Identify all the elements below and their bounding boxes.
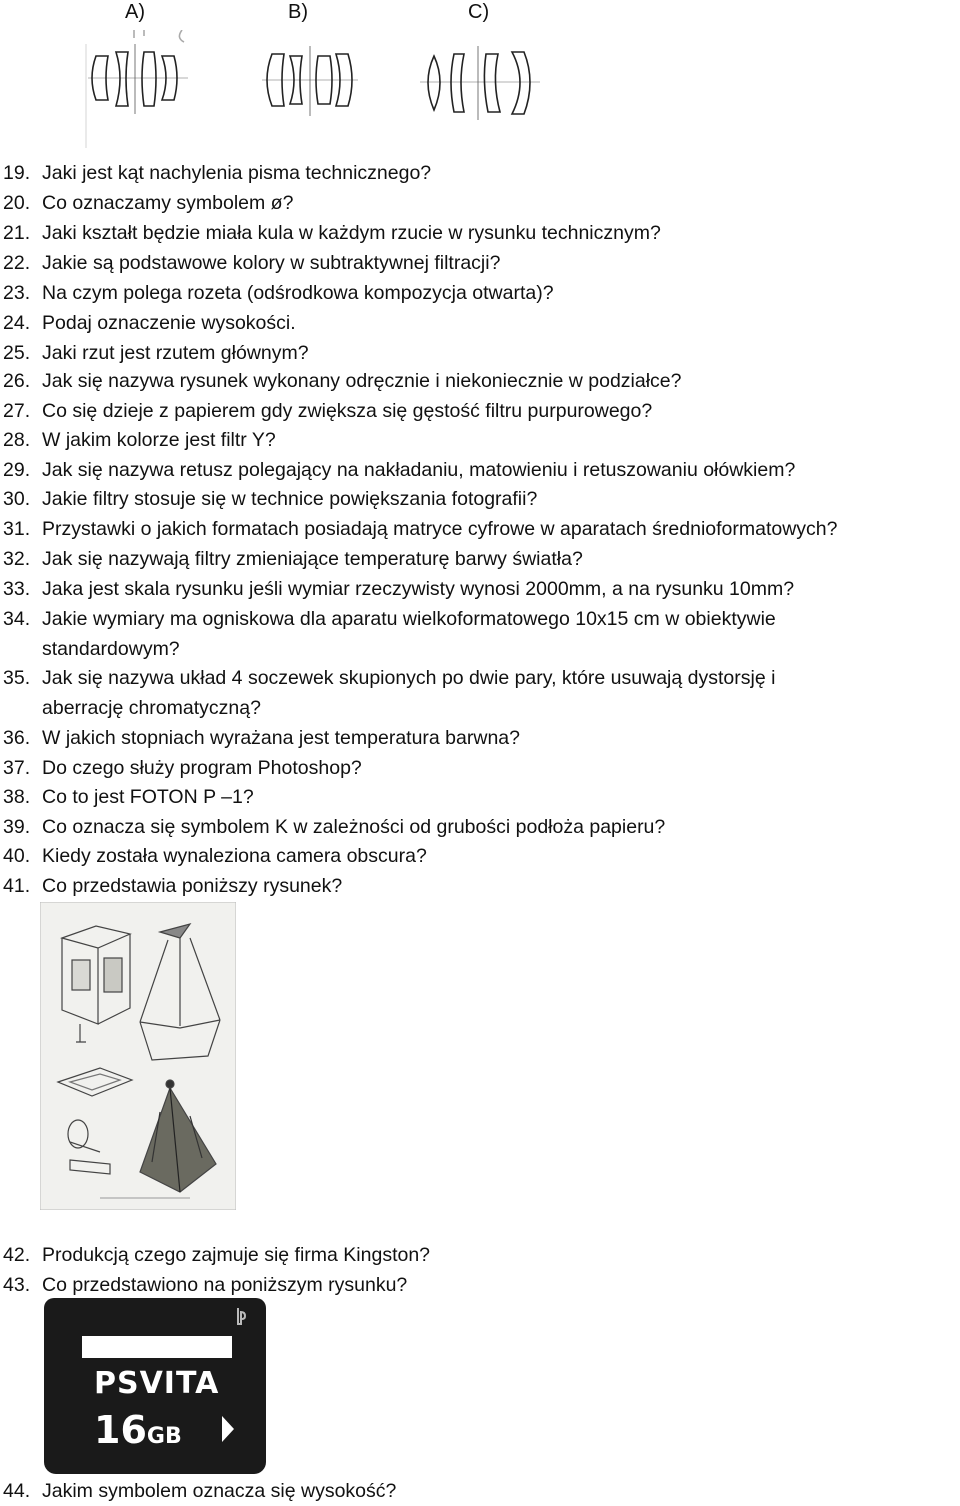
question-text: Co to jest FOTON P –1?: [42, 786, 254, 808]
question-text: W jakich stopniach wyrażana jest temperatura barwna?: [42, 727, 520, 749]
question-text: Jak się nazywa rysunek wykonany odręcznie i niekoniecznie w podziałce?: [42, 370, 682, 392]
question-text: Podaj oznaczenie wysokości.: [42, 312, 296, 334]
question-number: 42.: [3, 1244, 31, 1266]
question-text: W jakim kolorze jest filtr Y?: [42, 429, 276, 451]
lens-label-a: A): [125, 1, 145, 23]
question-number: 34.: [3, 608, 31, 630]
question-text-continued: aberrację chromatyczną?: [42, 697, 261, 719]
question-number: 28.: [3, 429, 31, 451]
question-text: Jakie wymiary ma ogniskowa dla aparatu wielkoformatowego 10x15 cm w obiektywie: [42, 608, 776, 630]
camera-obscura-engraving: [40, 902, 236, 1210]
play-arrow-icon: [220, 1414, 236, 1444]
question-text: Jaka jest skala rysunku jeśli wymiar rzeczywisty wynosi 2000mm, a na rysunku 10mm?: [42, 578, 795, 600]
card-capacity-unit: GB: [146, 1424, 182, 1449]
lens-label-b: B): [288, 1, 308, 23]
question-text: Jak się nazywa retusz polegający na nakładaniu, matowieniu i retuszowaniu ołówkiem?: [42, 459, 796, 481]
question-text: Przystawki o jakich formatach posiadają matryce cyfrowe w aparatach średnioformatowych?: [42, 518, 838, 540]
question-text: Jakim symbolem oznacza się wysokość?: [42, 1480, 397, 1502]
question-text: Jaki jest kąt nachylenia pisma technicznego?: [42, 162, 432, 184]
question-number: 32.: [3, 548, 31, 570]
card-label-strip: [82, 1336, 232, 1358]
question-number: 19.: [3, 162, 31, 184]
memory-card-image: [44, 1298, 266, 1474]
question-number: 24.: [3, 312, 31, 334]
question-number: 40.: [3, 845, 31, 867]
question-number: 33.: [3, 578, 31, 600]
lens-diagram-b: [262, 40, 358, 140]
question-number: 30.: [3, 488, 31, 510]
question-number: 21.: [3, 222, 31, 244]
question-number: 41.: [3, 875, 31, 897]
lens-diagram-c: [420, 40, 540, 140]
question-number: 22.: [3, 252, 31, 274]
question-text: Do czego służy program Photoshop?: [42, 757, 362, 779]
question-text: Kiedy została wynaleziona camera obscura?: [42, 845, 427, 867]
question-text: Co przedstawiono na poniższym rysunku?: [42, 1274, 408, 1296]
question-number: 23.: [3, 282, 31, 304]
question-text: Jakie są podstawowe kolory w subtraktywnej filtracji?: [42, 252, 501, 274]
question-text: Jaki rzut jest rzutem głównym?: [42, 342, 309, 364]
question-number: 36.: [3, 727, 31, 749]
lens-diagram-a: [80, 30, 190, 150]
question-text: Jaki kształt będzie miała kula w każdym rzucie w rysunku technicznym?: [42, 222, 661, 244]
question-number: 35.: [3, 667, 31, 689]
card-capacity: [94, 1408, 182, 1460]
playstation-logo-icon: [230, 1306, 252, 1326]
question-number: 25.: [3, 342, 31, 364]
question-number: 38.: [3, 786, 31, 808]
question-text: Co oznaczamy symbolem ø?: [42, 192, 294, 214]
question-number: 29.: [3, 459, 31, 481]
card-capacity-number: 16: [94, 1408, 147, 1452]
question-number: 31.: [3, 518, 31, 540]
question-text: Jakie filtry stosuje się w technice powiększania fotografii?: [42, 488, 538, 510]
question-text: Co się dzieje z papierem gdy zwiększa się gęstość filtru purpurowego?: [42, 400, 653, 422]
lens-label-c: C): [468, 1, 490, 23]
question-text: Produkcją czego zajmuje się firma Kingston?: [42, 1244, 431, 1266]
question-text-continued: standardowym?: [42, 638, 180, 660]
question-number: 26.: [3, 370, 31, 392]
question-number: 39.: [3, 816, 31, 838]
question-number: 27.: [3, 400, 31, 422]
question-text: Jak się nazywa układ 4 soczewek skupionych po dwie pary, które usuwają dystorsję i: [42, 667, 776, 689]
question-number: 43.: [3, 1274, 31, 1296]
question-text: Na czym polega rozeta (odśrodkowa kompozycja otwarta)?: [42, 282, 554, 304]
question-text: Co przedstawia poniższy rysunek?: [42, 875, 343, 897]
question-number: 37.: [3, 757, 31, 779]
question-text: Jak się nazywają filtry zmieniające temperaturę barwy światła?: [42, 548, 583, 570]
question-number: 20.: [3, 192, 31, 214]
card-brand: PSVITA: [94, 1366, 220, 1401]
question-number: 44.: [3, 1480, 31, 1502]
question-text: Co oznacza się symbolem K w zależności od grubości podłoża papieru?: [42, 816, 666, 838]
